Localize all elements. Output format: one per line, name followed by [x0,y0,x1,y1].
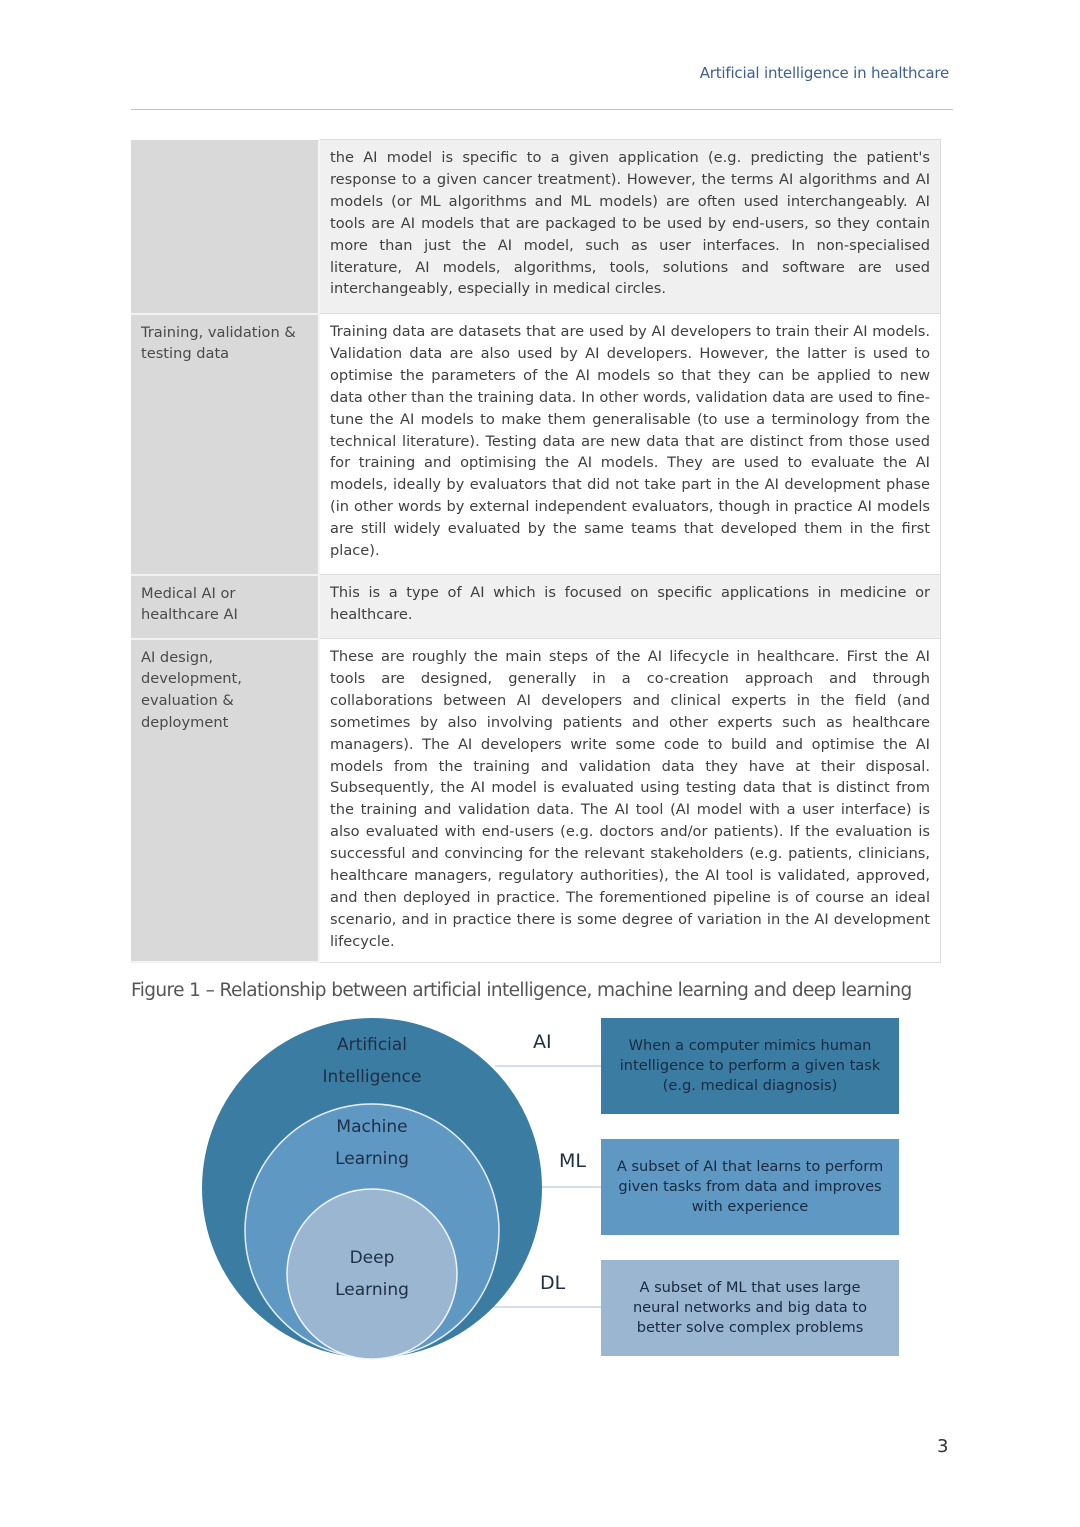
glossary-term [131,140,319,314]
running-header-title: Artificial intelligence in healthcare [699,64,949,82]
glossary-definition: the AI model is specific to a given application (e.g. predicting the patient's response to a given cancer treatment). However, the terms AI algorithms and AI models (or ML algorithms and ML models) are often used interchangeably. AI tools are AI models that are packaged to be used by end-users, so they contain more than just the AI model, such as user interfaces. In non-specialised literature, AI models, algorithms, tools, solutions and software are used interchangeably, especially in medical circles. [319,140,941,314]
description-box-dl: A subset of ML that uses large neural networks and big data to better solve complex problems [601,1260,899,1356]
glossary-row [131,639,941,963]
label-line: Machine [336,1117,408,1137]
ai-ml-dl-diagram [195,1015,915,1375]
label-line: Deep [349,1248,395,1268]
abbr-dl: DL [540,1272,566,1294]
header-divider [131,109,953,110]
label-artificial-intelligence [302,1029,442,1093]
label-line: Artificial [337,1035,407,1055]
glossary-term: Medical AI or healthcare AI [131,575,319,639]
glossary-term: Training, validation & testing data [131,314,319,575]
glossary-definition: This is a type of AI which is focused on specific applications in medicine or healthcare. [319,575,941,639]
label-line: Learning [335,1280,409,1300]
glossary-row [131,140,941,314]
label-line: Intelligence [322,1067,422,1087]
glossary-definition: Training data are datasets that are used by AI developers to train their AI models. Validation data are also used by AI developers. However, the latter is used to optimise the parameters of the AI models so that they can be applied to new data other than the training data. In other words, validation data are used to fine-tune the AI models to make them generalisable (to use a terminology from the technical literature). Testing data are new data that are distinct from those used for training and optimising the AI models. They are used to evaluate the AI models, ideally by evaluators that did not take part in the AI development phase (in other words by external independent evaluators, though in practice AI models are still widely evaluated by the same teams that developed them in the first place). [319,314,941,575]
label-deep-learning [302,1242,442,1306]
page-number: 3 [937,1436,949,1457]
glossary-row [131,314,941,575]
glossary-definition: These are roughly the main steps of the AI lifecycle in healthcare. First the AI tools are designed, generally in a co-creation approach and through collaborations between AI developers and clinical experts in the field (and sometimes by also involving patients and other experts such as healthcare managers). The AI developers write some code to build and optimise the AI models from the training and validation data they have at their disposal. Subsequently, the AI model is evaluated using testing data that is distinct from the training and validation data. The AI tool (AI model with a user interface) is also evaluated with end-users (e.g. doctors and/or patients). If the evaluation is successful and convincing for the relevant stakeholders (e.g. patients, clinicians, healthcare managers, regulatory authorities), the AI tool is validated, approved, and then deployed in practice. The forementioned pipeline is of course an ideal scenario, and in practice there is some degree of variation in the AI development lifecycle. [319,639,941,963]
label-machine-learning [302,1111,442,1175]
description-box-ai: When a computer mimics human intelligence to perform a given task (e.g. medical diagnosis) [601,1018,899,1114]
abbr-ai: AI [533,1031,552,1053]
figure-caption: Figure 1 – Relationship between artificial intelligence, machine learning and deep learning [131,980,912,1001]
label-line: Learning [335,1149,409,1169]
description-box-ml: A subset of AI that learns to perform given tasks from data and improves with experience [601,1139,899,1235]
glossary-term: AI design, development, evaluation & deployment [131,639,319,963]
glossary-table [131,139,941,963]
abbr-ml: ML [559,1150,586,1172]
glossary-row [131,575,941,639]
